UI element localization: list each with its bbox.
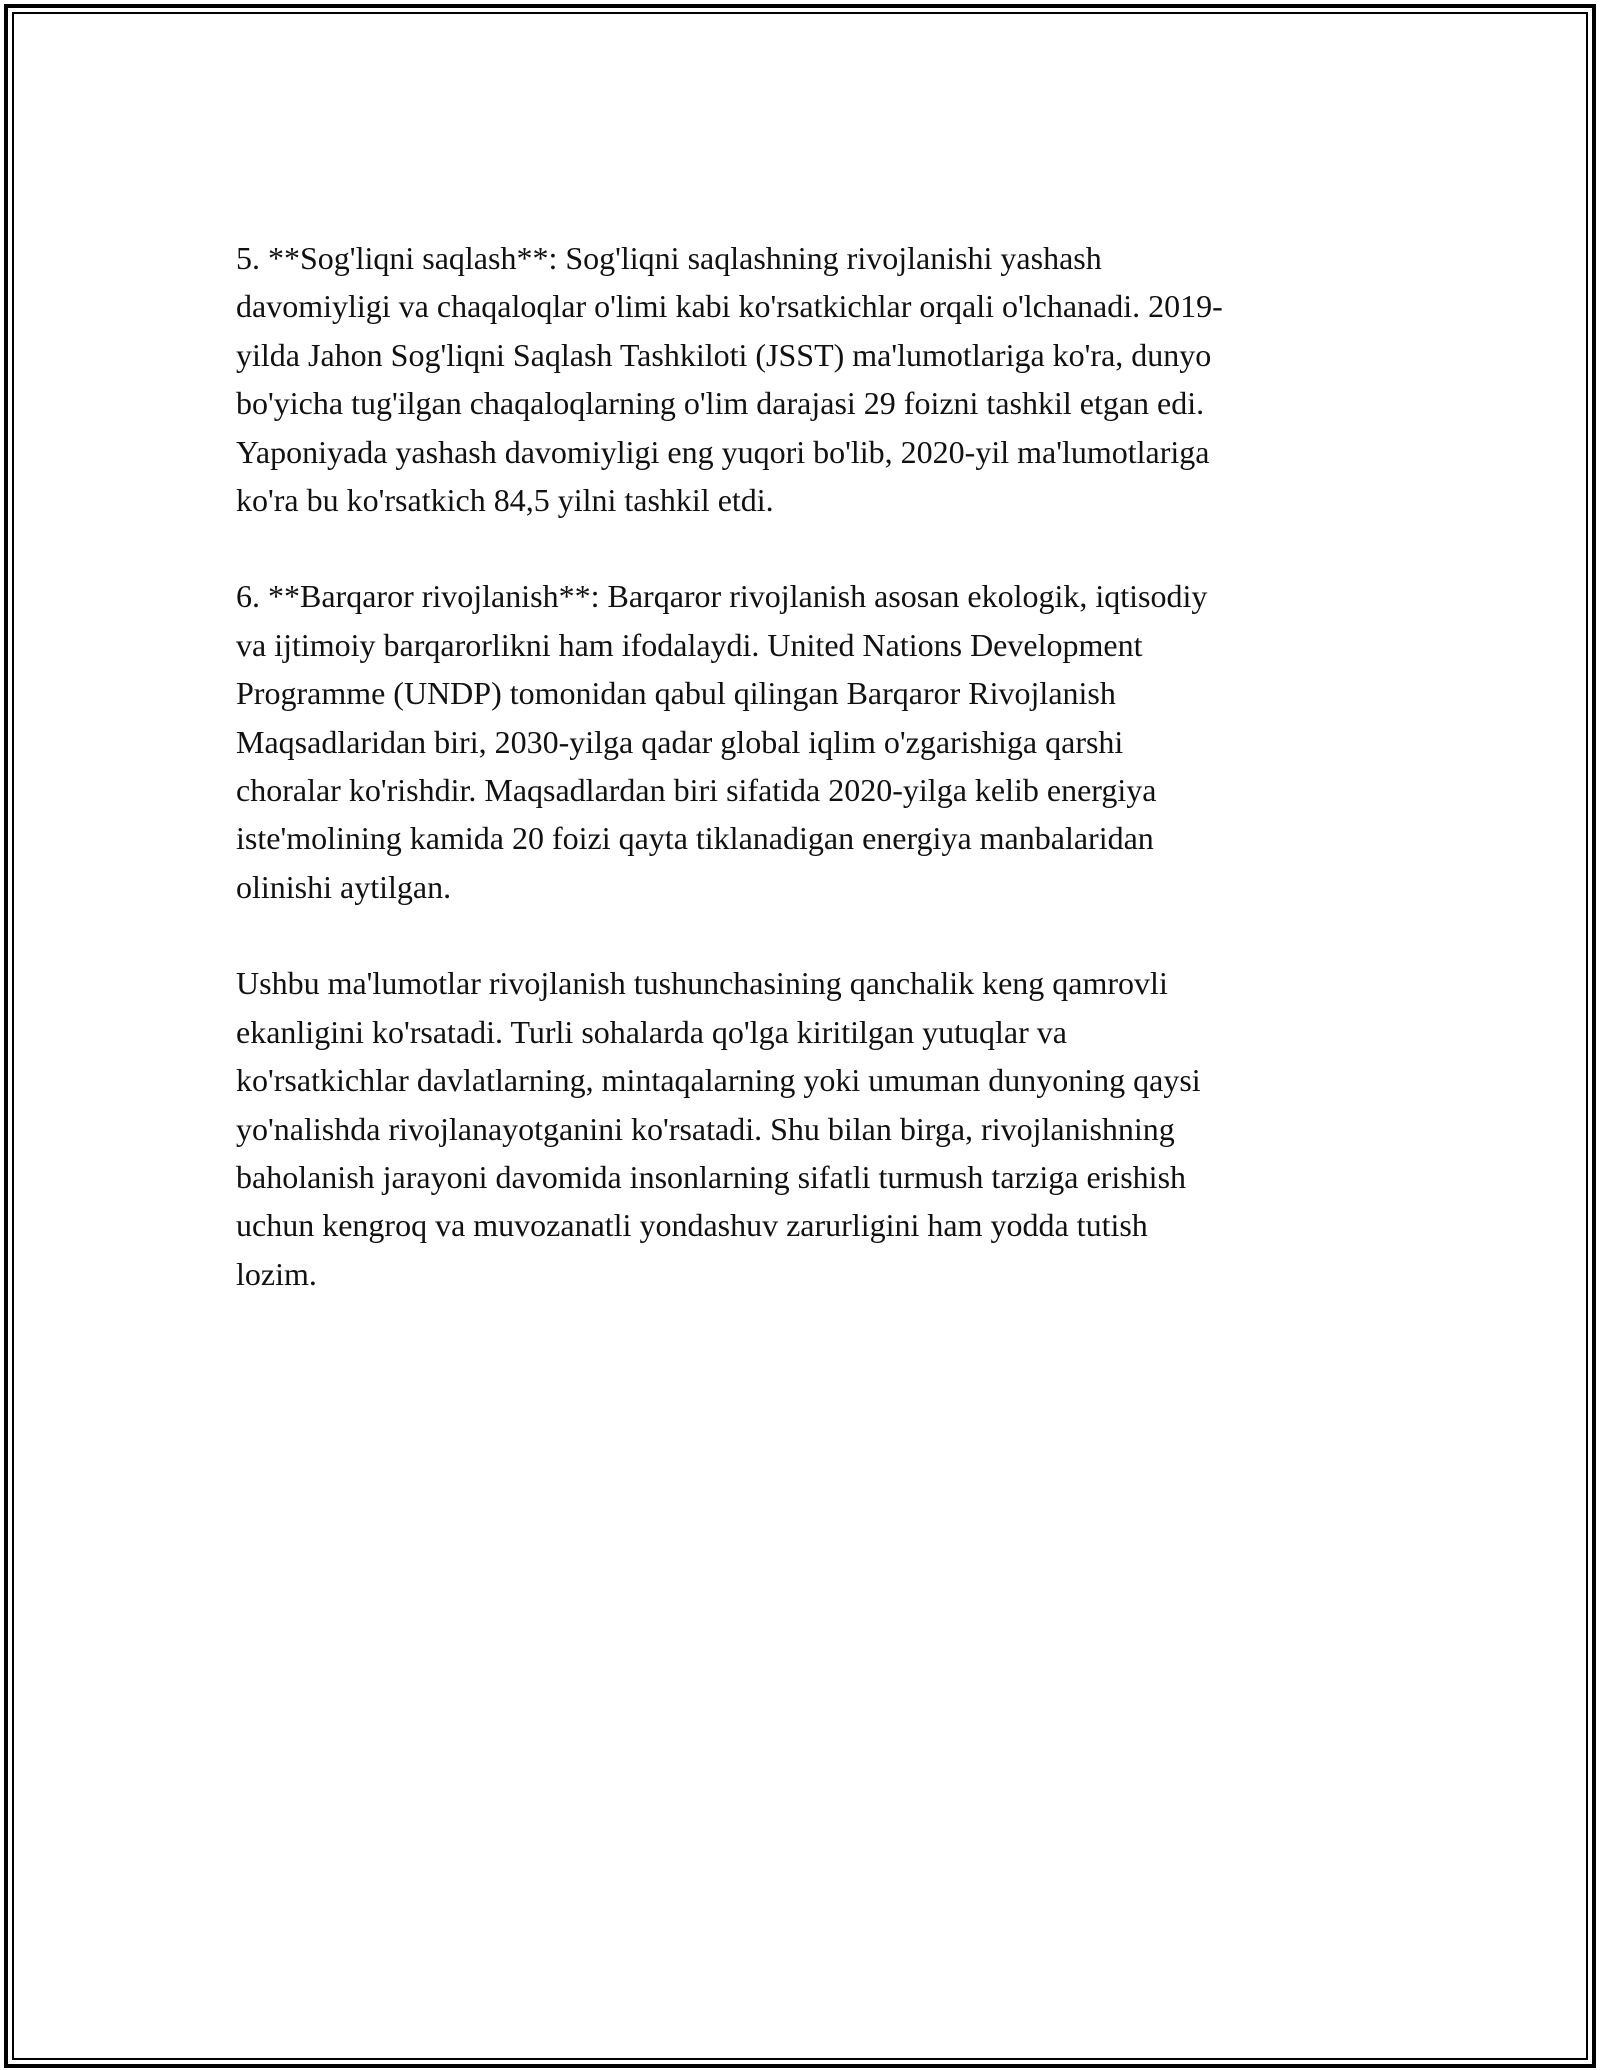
- paragraph-conclusion: Ushbu ma'lumotlar rivojlanish tushunchasining qanchalik keng qamrovli ekanligini ko'rsatadi. Turli sohalarda qo'lga kiritilgan yutuqlar va ko'rsatkichlar davlatlarning, mintaqalarning yoki umuman dunyoning qaysi yo'nalishda rivojlanayotganini ko'rsatadi. Shu bilan birga, rivojlanishning baholanish jarayoni davomida insonlarning sifatli turmush tarziga erishish uchun kengroq va muvozanatli yondashuv zarurligini ham yodda tutish lozim.: [236, 965, 1201, 1292]
- paragraph-sustainable-development: 6. **Barqaror rivojlanish**: Barqaror rivojlanish asosan ekologik, iqtisodiy va ijtimoiy barqarorlikni ham ifodalaydi. United Nations Development Programme (UNDP) tomonidan qabul qilingan Barqaror Rivojlanish Maqsadlaridan biri, 2030-yilga qadar global iqlim o'zgarishiga qarshi choralar ko'rishdir. Maqsadlardan biri sifatida 2020-yilga kelib energiya iste'molining kamida 20 foizi qayta tiklanadigan energiya manbalaridan olinishi aytilgan.: [236, 578, 1208, 905]
- paragraph-healthcare: 5. **Sog'liqni saqlash**: Sog'liqni saqlashning rivojlanishi yashash davomiyligi va chaqaloqlar o'limi kabi ko'rsatkichlar orqali o'lchanadi. 2019- yilda Jahon Sog'liqni Saqlash Tashkiloti (JSST) ma'lumotlariga ko'ra, dunyo bo'yicha tug'ilgan chaqaloqlarning o'lim darajasi 29 foizni tashkil etgan edi. Yaponiyada yashash davomiyligi eng yuqori bo'lib, 2020-yil ma'lumotlariga ko'ra bu ko'rsatkich 84,5 yilni tashkil etdi.: [236, 240, 1223, 519]
- document-body: [236, 234, 1386, 1346]
